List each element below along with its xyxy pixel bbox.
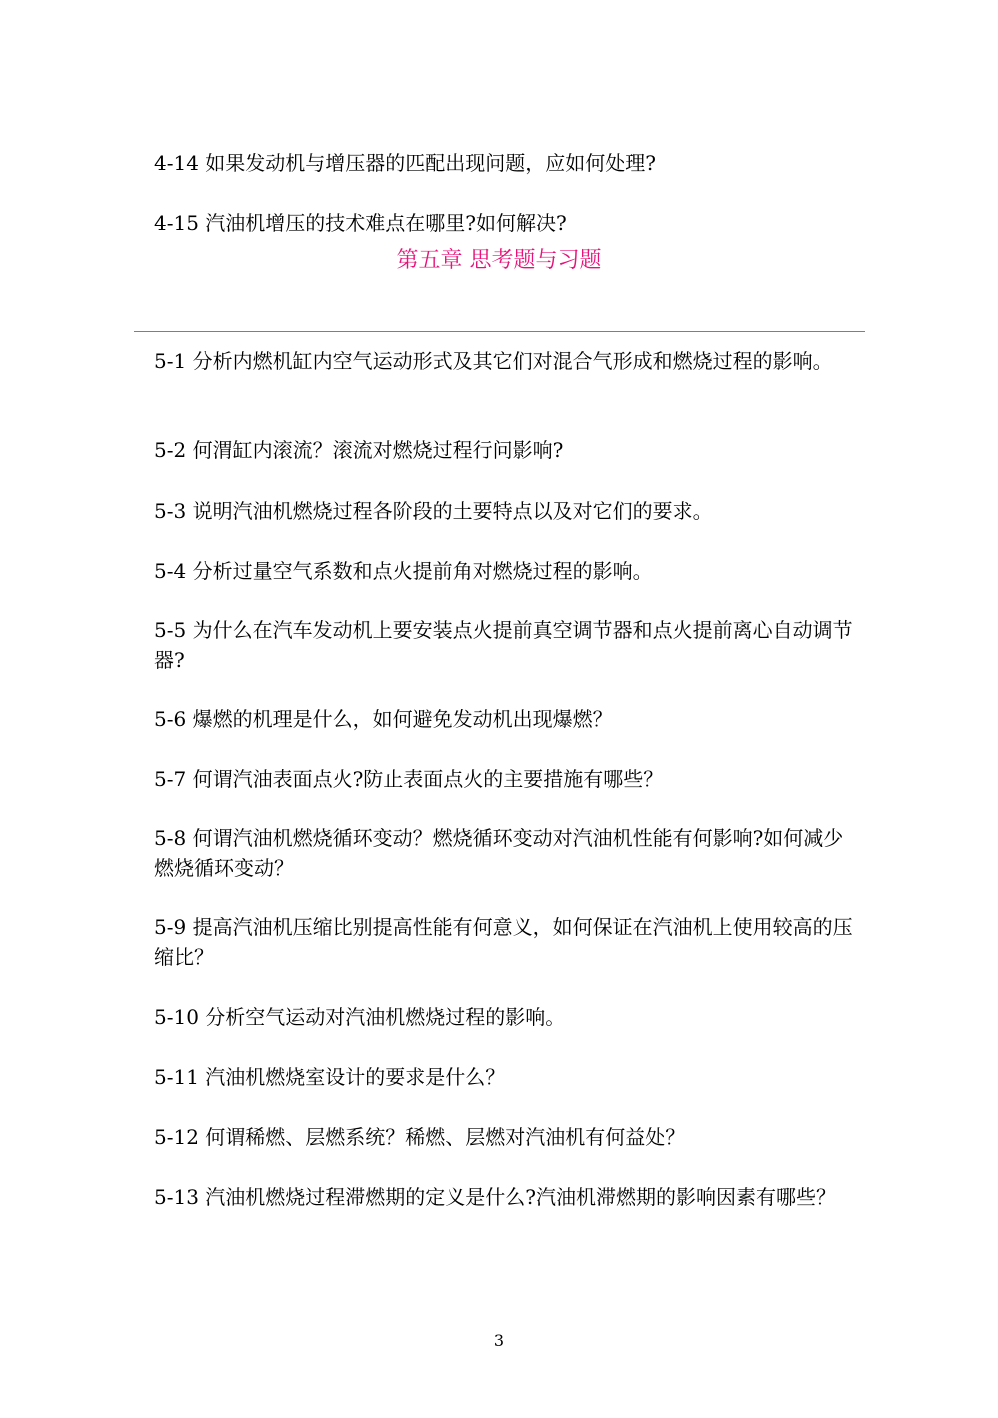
question-text: 分析空气运动对汽油机燃烧过程的影响。 [205,1005,566,1029]
question-text: 分析内燃机缸内空气运动形式及其它们对混合气形成和燃烧过程的影响。 [192,349,833,373]
question-number: 5-11 [154,1065,199,1089]
question-text: 为什么在汽车发动机上要安装点火提前真空调节器和点火提前离心自动调节器? [154,618,853,672]
question-text: 爆燃的机理是什么，如何避免发动机出现爆燃？ [192,707,613,731]
question-number: 5-1 [154,349,187,373]
question-5-4 [154,556,854,586]
question-5-9 [154,912,854,972]
question-text: 何渭缸内滚流？滚流对燃烧过程行问影响? [192,438,564,462]
question-number: 5-10 [154,1005,199,1029]
question-number: 5-3 [154,499,187,523]
question-5-13 [154,1182,854,1212]
page-number: 3 [493,1331,505,1350]
chapter-title: 第五章 思考题与习题 [396,248,602,273]
question-5-3 [154,496,854,526]
question-text: 何谓汽油机燃烧循环变动？燃烧循环变动对汽油机性能有何影响?如何减少燃烧循环变动？ [154,826,844,880]
question-number: 5-8 [154,826,187,850]
question-text: 汽油机燃烧过程滞燃期的定义是什么?汽油机滞燃期的影响因素有哪些？ [205,1185,837,1209]
question-4-15 [154,208,854,238]
question-text: 分析过量空气系数和点火提前角对燃烧过程的影响。 [192,559,653,583]
question-text: 说明汽油机燃烧过程各阶段的土要特点以及对它们的要求。 [192,499,713,523]
question-number: 5-2 [154,438,187,462]
question-number: 5-4 [154,559,187,583]
question-text: 汽油机燃烧室设计的要求是什么？ [205,1065,506,1089]
question-text: 何谓汽油表面点火?防止表面点火的主要措施有哪些？ [192,767,664,791]
question-5-7 [154,764,854,794]
question-number: 5-5 [154,618,187,642]
question-5-11 [154,1062,854,1092]
question-number: 5-12 [154,1125,199,1149]
question-text: 何谓稀燃、层燃系统？稀燃、层燃对汽油机有何益处？ [205,1125,686,1149]
question-number: 5-7 [154,767,187,791]
section-divider [134,331,865,332]
question-5-2 [154,435,854,465]
question-number: 4-15 [154,211,199,235]
question-number: 4-14 [154,151,199,175]
question-text: 汽油机增压的技术难点在哪里?如何解决? [205,211,567,235]
question-5-5 [154,615,854,675]
question-4-14 [154,148,854,178]
question-5-10 [154,1002,854,1032]
question-number: 5-9 [154,915,187,939]
question-5-12 [154,1122,854,1152]
question-text: 如果发动机与增压器的匹配出现问题，应如何处理? [205,151,657,175]
question-5-6 [154,704,854,734]
question-number: 5-13 [154,1185,199,1209]
question-number: 5-6 [154,707,187,731]
question-5-1 [154,346,854,376]
question-text: 提高汽油机压缩比别提高性能有何意义，如何保证在汽油机上使用较高的压缩比？ [154,915,853,969]
question-5-8 [154,823,854,883]
